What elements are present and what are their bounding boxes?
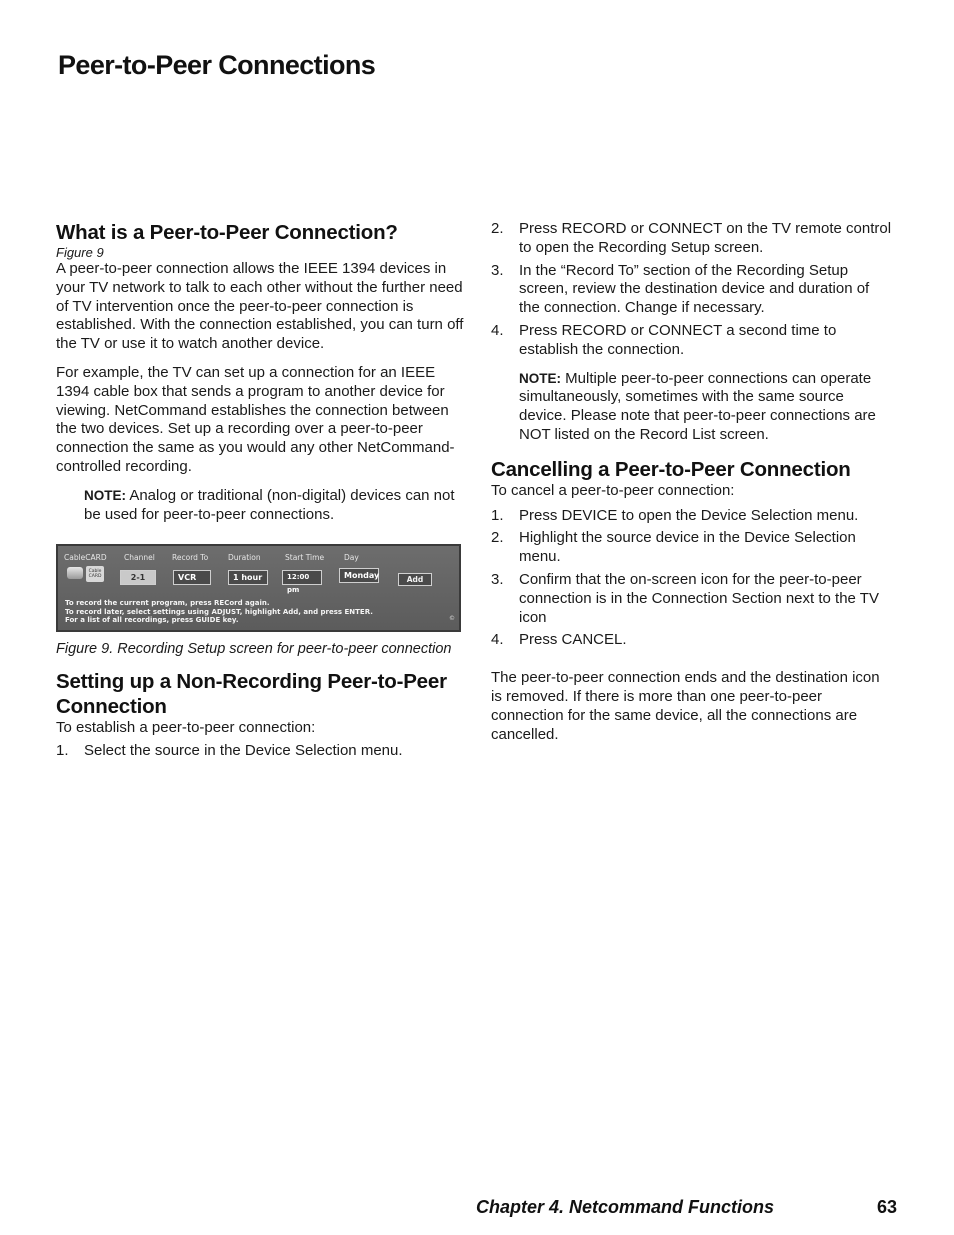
- duration-field[interactable]: 1 hour: [228, 570, 268, 585]
- cancel-intro: To cancel a peer-to-peer connection:: [491, 481, 735, 499]
- instruction-line: To record later, select settings using ADJUST, highlight Add, and press ENTER.: [65, 607, 373, 616]
- source-device-icon: [67, 567, 83, 579]
- header-cablecard: CableCARD: [64, 553, 107, 563]
- list-item: [56, 742, 468, 761]
- instruction-line: To record the current program, press RECord again.: [65, 599, 270, 608]
- step-text: Select the source in the Device Selection menu.: [84, 742, 403, 760]
- step-text: Press DEVICE to open the Device Selection menu.: [519, 506, 859, 524]
- step-number: 3.: [491, 570, 504, 588]
- recording-setup-screen: [56, 544, 461, 632]
- note-label: NOTE:: [84, 487, 126, 503]
- note-label: NOTE:: [519, 370, 561, 386]
- step-number: 3.: [491, 261, 504, 279]
- page-number: 63: [877, 1197, 898, 1217]
- setup-steps-list-b: [491, 220, 893, 360]
- cancel-steps-list: [491, 507, 893, 651]
- section-heading-cancelling: Cancelling a Peer-to-Peer Connection: [491, 457, 851, 481]
- step-text: In the “Record To” section of the Recording Setup screen, review the destination device and duration of the connection. Change if necessary.: [519, 261, 870, 317]
- step-number: 4.: [491, 321, 504, 339]
- start-time-field[interactable]: 12:00 pm: [282, 570, 322, 585]
- footer-chapter-title: Chapter 4. Netcommand Functions: [476, 1197, 775, 1217]
- note-text: Analog or traditional (non-digital) devices can not be used for peer-to-peer connections.: [84, 486, 455, 523]
- header-day: Day: [344, 553, 359, 563]
- list-item: [491, 262, 893, 318]
- section-heading-setup: Setting up a Non-Recording Peer-to-Peer Connection: [56, 670, 447, 719]
- step-number: 2.: [491, 529, 504, 547]
- figure-caption: Figure 9. Recording Setup screen for peer-to-peer connection: [56, 641, 452, 658]
- section-heading-what-is: What is a Peer-to-Peer Connection?: [56, 221, 398, 244]
- list-item: [491, 631, 893, 650]
- cancel-closing-paragraph: The peer-to-peer connection ends and the destination icon is removed. If there is more than one peer-to-peer connection for the same device, all the connections are cancelled.: [491, 669, 880, 743]
- step-number: 1.: [56, 742, 69, 760]
- step-text: Confirm that the on-screen icon for the peer-to-peer connection is in the Connection Section next to the TV icon: [519, 570, 879, 626]
- header-record-to: Record To: [172, 553, 209, 563]
- screen-instructions: [65, 599, 373, 625]
- intro-paragraph: A peer-to-peer connection allows the IEEE 1394 devices in your TV network to talk to each other without the further need of TV intervention once the peer-to-peer connection is established. With the connection established, you can turn off the TV or use it to watch another device.: [56, 260, 464, 353]
- day-field[interactable]: Monday: [339, 568, 379, 583]
- channel-field[interactable]: 2-1: [120, 570, 156, 585]
- header-start-time: Start Time: [285, 553, 325, 563]
- page-title: Peer-to-Peer Connections: [58, 50, 376, 80]
- list-item: [491, 220, 893, 258]
- step-text: Press CANCEL.: [519, 631, 627, 649]
- setup-intro: To establish a peer-to-peer connection:: [56, 719, 316, 737]
- list-item: [491, 529, 893, 567]
- analog-note: [84, 487, 468, 525]
- setup-steps-list-a: [56, 742, 468, 761]
- list-item: [491, 322, 893, 360]
- instruction-line: For a list of all recordings, press GUIDE key.: [65, 616, 239, 625]
- record-to-field[interactable]: VCR: [173, 570, 211, 585]
- step-text: Highlight the source device in the Device Selection menu.: [519, 529, 856, 566]
- copyright-mark: ©: [449, 614, 455, 622]
- left-column: [56, 220, 468, 761]
- list-item: [491, 571, 893, 627]
- header-duration: Duration: [228, 553, 261, 563]
- cablecard-icon: Cable CARD: [86, 566, 104, 582]
- add-button[interactable]: Add: [398, 573, 432, 586]
- step-text: Press RECORD or CONNECT a second time to establish the connection.: [519, 321, 837, 358]
- header-channel: Channel: [124, 553, 155, 563]
- list-item: [491, 507, 893, 526]
- right-column: [491, 220, 893, 744]
- note-text: Multiple peer-to-peer connections can operate simultaneously, sometimes with the same source device. Please note that peer-to-peer connections are NOT listed on the Record List screen.: [519, 369, 876, 443]
- step-text: Press RECORD or CONNECT on the TV remote control to open the Recording Setup screen.: [519, 220, 892, 256]
- step-number: 2.: [491, 220, 504, 237]
- multiple-connections-note: [519, 370, 893, 445]
- figure-reference: Figure 9: [56, 245, 104, 260]
- step-number: 1.: [491, 506, 504, 524]
- example-paragraph: For example, the TV can set up a connection for an IEEE 1394 cable box that sends a program to another device for viewing. NetCommand establishes the connection between the two devices. Set up a recording over a peer-to-peer connection the same as you would any other NetCommand-controlled recording.: [56, 363, 455, 475]
- step-number: 4.: [491, 631, 504, 649]
